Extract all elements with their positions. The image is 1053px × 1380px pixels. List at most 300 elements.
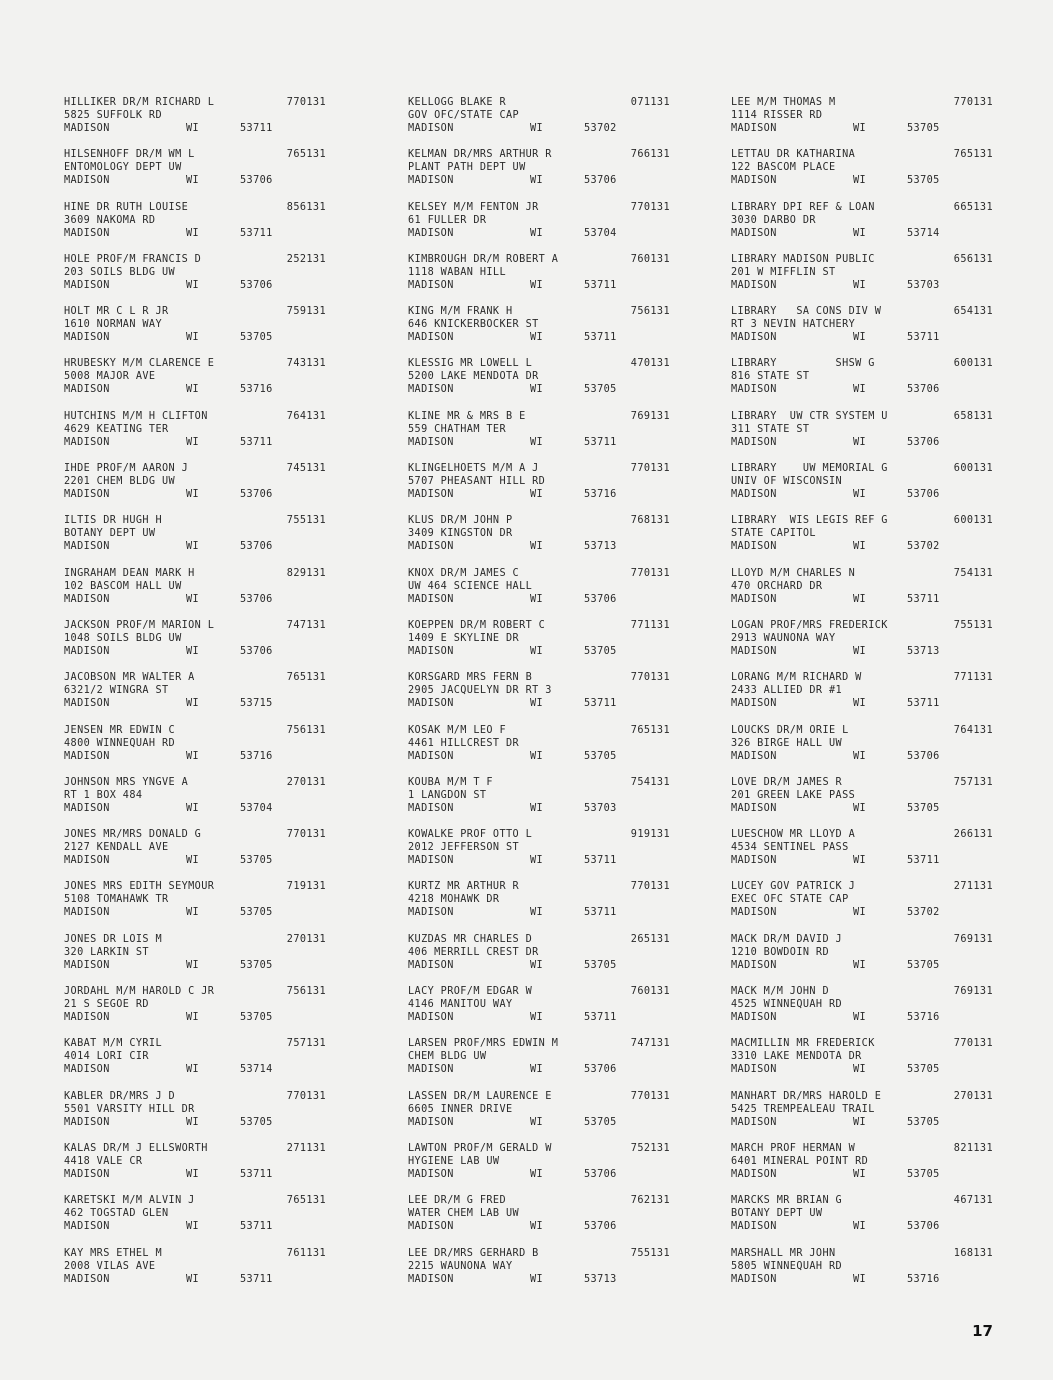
entry-name-row (731, 148, 993, 161)
entry-street-row (64, 370, 326, 383)
directory-entry (64, 933, 326, 985)
entry-city: MADISON (731, 332, 777, 344)
directory-entry (731, 1247, 993, 1299)
entry-zip: 53714 (907, 227, 940, 239)
entry-city-row (408, 1273, 670, 1286)
entry-state: WI (186, 436, 200, 448)
entry-zip: 53705 (240, 332, 273, 344)
entry-street-row (408, 893, 670, 906)
entry-state: WI (853, 1221, 867, 1233)
entry-code: 658131 (953, 410, 993, 422)
entry-street: GOV OFC/STATE CAP (408, 110, 520, 121)
entry-street-row (64, 841, 326, 854)
entry-city-row (64, 540, 326, 553)
entry-name: LUCEY GOV PATRICK J (731, 881, 856, 893)
entry-street: 2905 JACQUELYN DR RT 3 (408, 685, 552, 697)
entry-zip: 53706 (584, 1064, 617, 1076)
entry-name: KELMAN DR/MRS ARTHUR R (408, 149, 552, 161)
entry-state: WI (530, 1221, 544, 1233)
entry-street-row (64, 632, 326, 645)
entry-zip: 53705 (584, 750, 617, 762)
entry-name-row (408, 776, 670, 789)
entry-city: MADISON (408, 279, 454, 291)
entry-zip: 53716 (240, 384, 273, 396)
entry-city-row (64, 593, 326, 606)
entry-street-row (64, 109, 326, 122)
entry-name-row (408, 462, 670, 475)
entry-city-row (64, 1168, 326, 1181)
entry-code: 770131 (630, 881, 670, 893)
directory-entry (64, 1194, 326, 1246)
entry-name: KABLER DR/MRS J D (64, 1090, 176, 1102)
entry-code: 856131 (286, 201, 326, 213)
entry-street-row (408, 737, 670, 750)
entry-city-row (64, 436, 326, 449)
directory-entry (731, 1090, 993, 1142)
entry-zip: 53705 (584, 959, 617, 971)
entry-name: JACKSON PROF/M MARION L (64, 619, 215, 631)
entry-street: 61 FULLER DR (408, 214, 487, 226)
entry-city-row (64, 697, 326, 710)
entry-state: WI (853, 123, 867, 134)
entry-state: WI (853, 1116, 867, 1128)
entry-zip: 53703 (907, 279, 940, 291)
directory-entry (731, 462, 993, 514)
entry-street: 462 TOGSTAD GLEN (64, 1208, 169, 1220)
entry-city-row (64, 645, 326, 658)
entry-code: 266131 (953, 829, 993, 841)
entry-street: ENTOMOLOGY DEPT UW (64, 162, 182, 174)
entry-code: 470131 (630, 358, 670, 370)
entry-city: MADISON (731, 1064, 777, 1076)
entry-street: RT 3 NEVIN HATCHERY (731, 319, 856, 331)
entry-street-row (64, 893, 326, 906)
entry-code: 770131 (286, 97, 326, 108)
directory-column-2 (408, 96, 670, 1299)
entry-state: WI (530, 123, 544, 134)
entry-street: HYGIENE LAB UW (408, 1155, 500, 1167)
entry-city-row (64, 331, 326, 344)
entry-street: 21 S SEGOE RD (64, 999, 149, 1011)
entry-city: MADISON (64, 1168, 110, 1180)
entry-code: 764131 (286, 410, 326, 422)
entry-city-row (64, 802, 326, 815)
entry-name-row (408, 201, 670, 214)
entry-street: UNIV OF WISCONSIN (731, 476, 843, 488)
entry-zip: 53711 (907, 698, 940, 710)
entry-street: 4014 LORI CIR (64, 1051, 149, 1063)
entry-city-row (64, 1273, 326, 1286)
entry-name: KLINE MR & MRS B E (408, 410, 526, 422)
entry-city-row (408, 540, 670, 553)
entry-city: MADISON (731, 541, 777, 553)
entry-city: MADISON (408, 332, 454, 344)
entry-street: 4418 VALE CR (64, 1155, 143, 1167)
entry-zip: 53705 (907, 1116, 940, 1128)
entry-state: WI (530, 802, 544, 814)
entry-street: 1114 RISSER RD (731, 110, 823, 121)
entry-street-row (731, 1155, 993, 1168)
entry-code: 770131 (630, 672, 670, 684)
entry-zip: 53711 (240, 227, 273, 239)
entry-name: IHDE PROF/M AARON J (64, 463, 189, 475)
entry-city: MADISON (731, 1273, 777, 1285)
entry-city-row (408, 645, 670, 658)
entry-name-row (64, 1090, 326, 1103)
entry-street: 1610 NORMAN WAY (64, 319, 163, 331)
entry-street-row (408, 161, 670, 174)
directory-entry (408, 1194, 670, 1246)
entry-zip: 53714 (240, 1064, 273, 1076)
entry-name: LEE DR/MRS GERHARD B (408, 1247, 539, 1259)
entry-street-row (408, 370, 670, 383)
entry-city-row (64, 1220, 326, 1233)
entry-street: 6605 INNER DRIVE (408, 1103, 513, 1115)
entry-city: MADISON (64, 1064, 110, 1076)
entry-name-row (64, 253, 326, 266)
entry-street-row (64, 318, 326, 331)
entry-zip: 53706 (240, 175, 273, 187)
entry-city-row (408, 854, 670, 867)
entry-name: KUZDAS MR CHARLES D (408, 933, 533, 945)
entry-city-row (731, 540, 993, 553)
entry-name-row (731, 1037, 993, 1050)
entry-city-row (408, 1011, 670, 1024)
entry-city: MADISON (408, 802, 454, 814)
page-number: 17 (972, 1322, 993, 1340)
entry-name: KNOX DR/M JAMES C (408, 567, 520, 579)
directory-entry (408, 567, 670, 619)
entry-zip: 53706 (584, 593, 617, 605)
entry-code: 761131 (286, 1247, 326, 1259)
entry-street-row (408, 318, 670, 331)
directory-entry (408, 1142, 670, 1194)
directory-column-3 (731, 96, 993, 1299)
entry-state: WI (530, 541, 544, 553)
entry-street-row (731, 946, 993, 959)
entry-city: MADISON (731, 175, 777, 187)
entry-street-row (408, 998, 670, 1011)
entry-code: 168131 (953, 1247, 993, 1259)
entry-street: 203 SOILS BLDG UW (64, 266, 176, 278)
entry-street: 470 ORCHARD DR (731, 580, 823, 592)
entry-street-row (64, 161, 326, 174)
entry-zip: 53705 (584, 384, 617, 396)
entry-street-row (408, 1207, 670, 1220)
entry-city: MADISON (64, 907, 110, 919)
entry-street: 3310 LAKE MENDOTA DR (731, 1051, 862, 1063)
entry-code: 252131 (286, 253, 326, 265)
entry-state: WI (853, 593, 867, 605)
entry-city-row (731, 174, 993, 187)
entry-name-row (64, 1142, 326, 1155)
entry-name: MACMILLIN MR FREDERICK (731, 1038, 875, 1050)
entry-street-row (731, 1207, 993, 1220)
entry-city: MADISON (64, 1273, 110, 1285)
entry-code: 754131 (953, 567, 993, 579)
entry-street: 5008 MAJOR AVE (64, 371, 156, 383)
entry-name: HRUBESKY M/M CLARENCE E (64, 358, 215, 370)
entry-name-row (408, 880, 670, 893)
entry-street: 406 MERRILL CREST DR (408, 946, 539, 958)
entry-state: WI (186, 855, 200, 867)
entry-state: WI (186, 1221, 200, 1233)
entry-street: 2127 KENDALL AVE (64, 842, 169, 854)
entry-zip: 53711 (584, 1012, 617, 1024)
entry-code: 747131 (630, 1038, 670, 1050)
entry-state: WI (186, 1273, 200, 1285)
entry-name: KING M/M FRANK H (408, 306, 513, 318)
entry-city: MADISON (64, 855, 110, 867)
directory-entry (408, 880, 670, 932)
entry-street-row (731, 527, 993, 540)
entry-street: 4629 KEATING TER (64, 423, 169, 435)
entry-zip: 53716 (907, 1273, 940, 1285)
entry-zip: 53711 (907, 593, 940, 605)
entry-zip: 53716 (907, 1012, 940, 1024)
entry-city-row (64, 1063, 326, 1076)
entry-street: 5707 PHEASANT HILL RD (408, 476, 546, 488)
entry-name: HILLIKER DR/M RICHARD L (64, 97, 215, 108)
entry-name-row (64, 880, 326, 893)
entry-city-row (408, 331, 670, 344)
entry-city: MADISON (408, 541, 454, 553)
entry-city: MADISON (64, 1012, 110, 1024)
entry-name: LIBRARY UW CTR SYSTEM U (731, 410, 888, 422)
entry-zip: 53706 (584, 1168, 617, 1180)
entry-city: MADISON (731, 855, 777, 867)
entry-name: LACY PROF/M EDGAR W (408, 986, 533, 998)
entry-name-row (64, 671, 326, 684)
entry-code: 765131 (953, 149, 993, 161)
entry-city-row (408, 959, 670, 972)
entry-state: WI (186, 959, 200, 971)
entry-state: WI (530, 645, 544, 657)
entry-street-row (408, 214, 670, 227)
entry-zip: 53711 (240, 1221, 273, 1233)
entry-city: MADISON (64, 750, 110, 762)
entry-city: MADISON (408, 1012, 454, 1024)
entry-zip: 53716 (584, 489, 617, 501)
entry-name-row (408, 357, 670, 370)
entry-city: MADISON (408, 645, 454, 657)
entry-name-row (64, 1194, 326, 1207)
entry-street-row (731, 109, 993, 122)
entry-state: WI (853, 541, 867, 553)
entry-state: WI (186, 593, 200, 605)
entry-street: 5501 VARSITY HILL DR (64, 1103, 195, 1115)
entry-name: MANHART DR/MRS HAROLD E (731, 1090, 882, 1102)
directory-entry (408, 776, 670, 828)
entry-name: LARSEN PROF/MRS EDWIN M (408, 1038, 559, 1050)
entry-street-row (731, 789, 993, 802)
entry-street-row (408, 1050, 670, 1063)
entry-zip: 53706 (907, 1221, 940, 1233)
entry-city: MADISON (64, 175, 110, 187)
entry-city: MADISON (731, 123, 777, 134)
entry-street-row (731, 632, 993, 645)
entry-city: MADISON (731, 750, 777, 762)
entry-name-row (408, 253, 670, 266)
entry-state: WI (186, 907, 200, 919)
entry-city: MADISON (408, 436, 454, 448)
entry-street: 2012 JEFFERSON ST (408, 842, 520, 854)
entry-zip: 53706 (907, 489, 940, 501)
entry-name: LETTAU DR KATHARINA (731, 149, 856, 161)
entry-name: KARETSKI M/M ALVIN J (64, 1195, 195, 1207)
entry-state: WI (853, 1012, 867, 1024)
directory-entry (731, 514, 993, 566)
entry-code: 756131 (630, 306, 670, 318)
entry-street: 102 BASCOM HALL UW (64, 580, 182, 592)
entry-code: 766131 (630, 149, 670, 161)
entry-name-row (408, 828, 670, 841)
entry-city-row (64, 959, 326, 972)
entry-state: WI (186, 175, 200, 187)
directory-entry (64, 201, 326, 253)
entry-zip: 53706 (240, 279, 273, 291)
entry-street-row (64, 1207, 326, 1220)
entry-zip: 53713 (584, 541, 617, 553)
directory-entry (64, 1142, 326, 1194)
entry-street: 320 LARKIN ST (64, 946, 149, 958)
entry-name: LIBRARY WIS LEGIS REF G (731, 515, 888, 527)
entry-zip: 53715 (240, 698, 273, 710)
entry-code: 770131 (630, 201, 670, 213)
entry-code: 656131 (953, 253, 993, 265)
entry-name-row (64, 776, 326, 789)
entry-name: KORSGARD MRS FERN B (408, 672, 533, 684)
entry-street: 2215 WAUNONA WAY (408, 1260, 513, 1272)
entry-code: 770131 (286, 1090, 326, 1102)
entry-zip: 53711 (907, 855, 940, 867)
entry-name-row (408, 671, 670, 684)
entry-city: MADISON (408, 123, 454, 134)
entry-name: HUTCHINS M/M H CLIFTON (64, 410, 208, 422)
entry-name-row (731, 1142, 993, 1155)
entry-city-row (731, 383, 993, 396)
entry-street-row (731, 161, 993, 174)
entry-name-row (408, 1090, 670, 1103)
entry-street-row (408, 423, 670, 436)
directory-entry (64, 1090, 326, 1142)
directory-entry (731, 1037, 993, 1089)
entry-street: 4218 MOHAWK DR (408, 894, 500, 906)
entry-city-row (64, 383, 326, 396)
entry-name: LUESCHOW MR LLOYD A (731, 829, 856, 841)
entry-street-row (64, 527, 326, 540)
directory-entry (64, 514, 326, 566)
entry-street-row (731, 841, 993, 854)
directory-entry (731, 776, 993, 828)
entry-city-row (731, 279, 993, 292)
entry-state: WI (186, 1012, 200, 1024)
entry-city-row (408, 1116, 670, 1129)
entry-city: MADISON (64, 279, 110, 291)
entry-state: WI (530, 959, 544, 971)
directory-entry (64, 985, 326, 1037)
entry-zip: 53705 (907, 802, 940, 814)
entry-name-row (408, 148, 670, 161)
entry-name: ILTIS DR HUGH H (64, 515, 163, 527)
entry-name-row (64, 619, 326, 632)
entry-code: 752131 (630, 1142, 670, 1154)
entry-name-row (408, 1247, 670, 1260)
entry-city: MADISON (731, 436, 777, 448)
entry-name: LEE DR/M G FRED (408, 1195, 507, 1207)
entry-city-row (408, 122, 670, 135)
entry-code: 771131 (953, 672, 993, 684)
entry-street: UW 464 SCIENCE HALL (408, 580, 533, 592)
entry-state: WI (186, 1168, 200, 1180)
entry-city-row (64, 1116, 326, 1129)
entry-name-row (408, 933, 670, 946)
directory-entry (64, 828, 326, 880)
entry-city-row (408, 174, 670, 187)
entry-street-row (731, 423, 993, 436)
entry-code: 665131 (953, 201, 993, 213)
entry-street-row (64, 214, 326, 227)
entry-street-row (64, 580, 326, 593)
directory-entry (64, 1037, 326, 1089)
entry-zip: 53711 (907, 332, 940, 344)
entry-street: WATER CHEM LAB UW (408, 1208, 520, 1220)
entry-city-row (731, 906, 993, 919)
entry-zip: 53705 (240, 855, 273, 867)
entry-zip: 53706 (240, 541, 273, 553)
entry-code: 770131 (630, 1090, 670, 1102)
entry-state: WI (530, 907, 544, 919)
entry-state: WI (853, 1064, 867, 1076)
entry-street-row (64, 1155, 326, 1168)
entry-street: 5825 SUFFOLK RD (64, 110, 163, 121)
entry-street-row (408, 580, 670, 593)
entry-state: WI (853, 645, 867, 657)
entry-city: MADISON (64, 593, 110, 605)
entry-city-row (408, 436, 670, 449)
directory-entry (64, 410, 326, 462)
entry-zip: 53702 (584, 123, 617, 134)
entry-street: BOTANY DEPT UW (64, 528, 156, 540)
directory-entry (731, 619, 993, 671)
entry-name-row (64, 148, 326, 161)
entry-city-row (731, 122, 993, 135)
entry-state: WI (853, 907, 867, 919)
entry-name: MARSHALL MR JOHN (731, 1247, 836, 1259)
entry-state: WI (186, 332, 200, 344)
entry-city-row (731, 697, 993, 710)
entry-city: MADISON (731, 802, 777, 814)
entry-code: 769131 (953, 986, 993, 998)
entry-state: WI (853, 802, 867, 814)
entry-code: 768131 (630, 515, 670, 527)
entry-code: 270131 (953, 1090, 993, 1102)
entry-state: WI (853, 175, 867, 187)
directory-entry (64, 357, 326, 409)
entry-city: MADISON (408, 593, 454, 605)
entry-zip: 53706 (240, 489, 273, 501)
entry-state: WI (530, 175, 544, 187)
entry-name-row (731, 1247, 993, 1260)
entry-name: LIBRARY SA CONS DIV W (731, 306, 882, 318)
entry-city: MADISON (731, 698, 777, 710)
entry-state: WI (853, 436, 867, 448)
directory-entry (64, 1247, 326, 1299)
entry-city: MADISON (731, 1116, 777, 1128)
entry-name: JONES MRS EDITH SEYMOUR (64, 881, 215, 893)
entry-name-row (731, 514, 993, 527)
entry-city: MADISON (731, 1221, 777, 1233)
